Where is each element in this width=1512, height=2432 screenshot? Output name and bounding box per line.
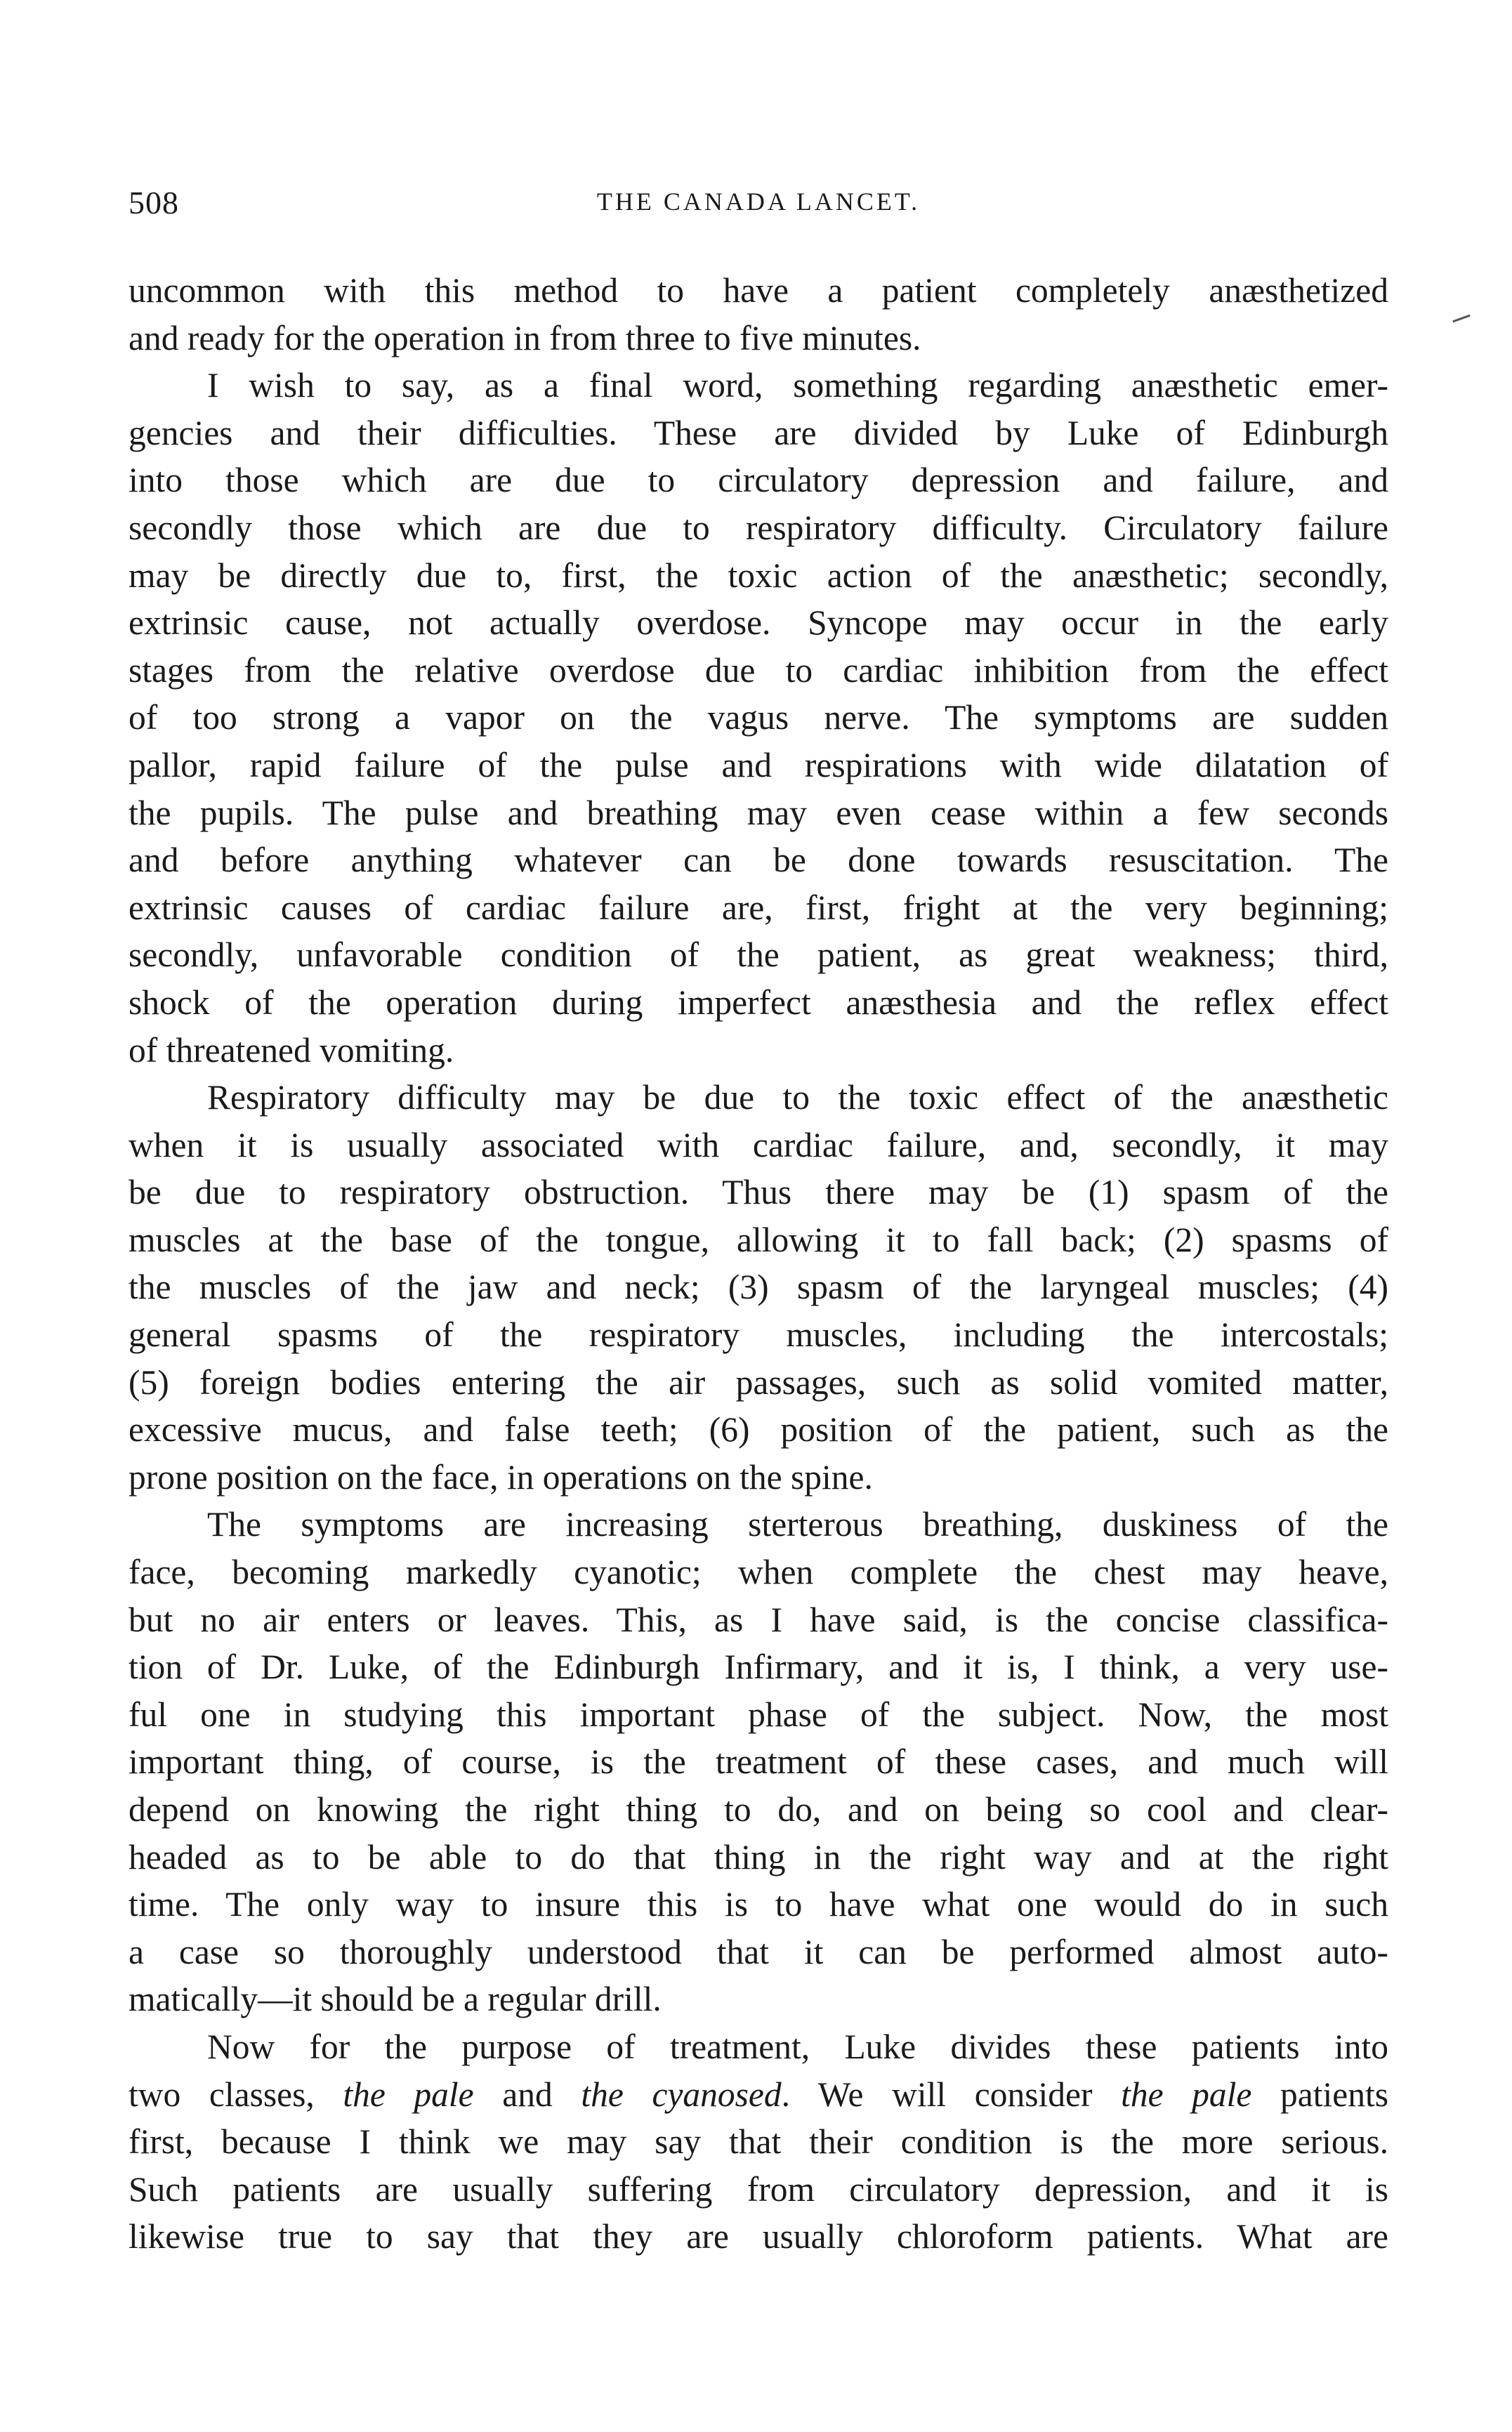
running-head bbox=[129, 184, 1388, 226]
text-line: of threatened vomiting. bbox=[129, 1030, 454, 1070]
text-line: Now for the purpose of treatment, Luke divides these patients into bbox=[207, 2027, 1388, 2066]
text-line: shock of the operation during imperfect anæsthesia and the reflex effect bbox=[129, 982, 1388, 1022]
text-line: prone position on the face, in operations on the spine. bbox=[129, 1457, 873, 1497]
text-line: general spasms of the respiratory muscles, including the intercostals; bbox=[129, 1315, 1388, 1355]
text-line: ful one in studying this important phase of the subject. Now, the most bbox=[129, 1695, 1388, 1734]
paragraph bbox=[129, 1501, 1388, 2023]
paragraph bbox=[129, 267, 1388, 362]
text-line: time. The only way to insure this is to have what one would do in such bbox=[129, 1885, 1388, 1924]
text-line: uncommon with this method to have a patient completely anæsthetized bbox=[129, 271, 1388, 310]
text-line: gencies and their difficulties. These are divided by Luke of Edinburgh bbox=[129, 413, 1388, 452]
text-line: extrinsic causes of cardiac failure are, first, fright at the very beginning; bbox=[129, 888, 1388, 927]
text-line: muscles at the base of the tongue, allowing it to fall back; (2) spasms of bbox=[129, 1220, 1388, 1259]
text-line: secondly, unfavorable condition of the patient, as great weakness; third, bbox=[129, 935, 1388, 975]
text-line: (5) foreign bodies entering the air passages, such as solid vomited matter, bbox=[129, 1362, 1388, 1402]
page-number: 508 bbox=[129, 185, 179, 221]
text-line: be due to respiratory obstruction. Thus there may be (1) spasm of the bbox=[129, 1173, 1388, 1212]
paragraph bbox=[129, 2023, 1388, 2261]
text-line: headed as to be able to do that thing in the right way and at the right bbox=[129, 1837, 1388, 1876]
text-line: I wish to say, as a final word, something regarding anæsthetic emer- bbox=[207, 366, 1388, 405]
text-line: important thing, of course, is the treatment of these cases, and much will bbox=[129, 1742, 1388, 1782]
text-line: into those which are due to circulatory depression and failure, and bbox=[129, 461, 1388, 500]
text-line: extrinsic cause, not actually overdose. Syncope may occur in the early bbox=[129, 603, 1388, 643]
text-line: matically—it should be a regular drill. bbox=[129, 1980, 662, 2019]
text-line: The symptoms are increasing sterterous breathing, duskiness of the bbox=[207, 1505, 1388, 1544]
journal-title: THE CANADA LANCET. bbox=[596, 188, 921, 216]
text-line: depend on knowing the right thing to do, and on being so cool and clear- bbox=[129, 1790, 1388, 1829]
text-line: stages from the relative overdose due to cardiac inhibition from the effect bbox=[129, 650, 1388, 690]
text-line: of too strong a vapor on the vagus nerve. The symptoms are sudden bbox=[129, 698, 1388, 737]
text-line: face, becoming markedly cyanotic; when complete the chest may heave, bbox=[129, 1553, 1388, 1592]
text-line: a case so thoroughly understood that it can be performed almost auto- bbox=[129, 1932, 1388, 1971]
paragraph bbox=[129, 362, 1388, 1074]
paragraph bbox=[129, 1074, 1388, 1501]
text-line: Respiratory difficulty may be due to the toxic effect of the anæsthetic bbox=[207, 1078, 1388, 1117]
text-line: and ready for the operation in from three to five minutes. bbox=[129, 318, 921, 357]
text-line: first, because I think we may say that their condition is the more serious. bbox=[129, 2122, 1388, 2162]
text-line: when it is usually associated with cardiac failure, and, secondly, it may bbox=[129, 1125, 1388, 1164]
text-line: tion of Dr. Luke, of the Edinburgh Infirmary, and it is, I think, a very use- bbox=[129, 1648, 1388, 1687]
text-line: and before anything whatever can be done towards resuscitation. The bbox=[129, 841, 1388, 880]
stray-ink-mark bbox=[1452, 315, 1470, 323]
text-line: the pupils. The pulse and breathing may even cease within a few seconds bbox=[129, 793, 1388, 832]
text-line: likewise true to say that they are usually chloroform patients. What are bbox=[129, 2217, 1388, 2256]
emphasis-text: the pale bbox=[1121, 2075, 1252, 2114]
text-line: Such patients are usually suffering from circulatory depression, and it is bbox=[129, 2169, 1388, 2209]
emphasis-text: the pale bbox=[343, 2075, 474, 2114]
text-line: excessive mucus, and false teeth; (6) position of the patient, such as the bbox=[129, 1410, 1388, 1450]
text-line: pallor, rapid failure of the pulse and respirations with wide dilatation of bbox=[129, 745, 1388, 784]
text-line: the muscles of the jaw and neck; (3) spasm of the laryngeal muscles; (4) bbox=[129, 1268, 1388, 1307]
emphasis-text: the cyanosed bbox=[581, 2075, 782, 2114]
text-line: two classes, the pale and the cyanosed. We will consider the pale patients bbox=[129, 2075, 1388, 2114]
text-line: but no air enters or leaves. This, as I have said, is the concise classifica- bbox=[129, 1600, 1388, 1639]
body-text bbox=[129, 267, 1388, 2261]
text-line: secondly those which are due to respiratory difficulty. Circulatory failure bbox=[129, 508, 1388, 547]
text-line: may be directly due to, first, the toxic action of the anæsthetic; secondly, bbox=[129, 556, 1388, 595]
